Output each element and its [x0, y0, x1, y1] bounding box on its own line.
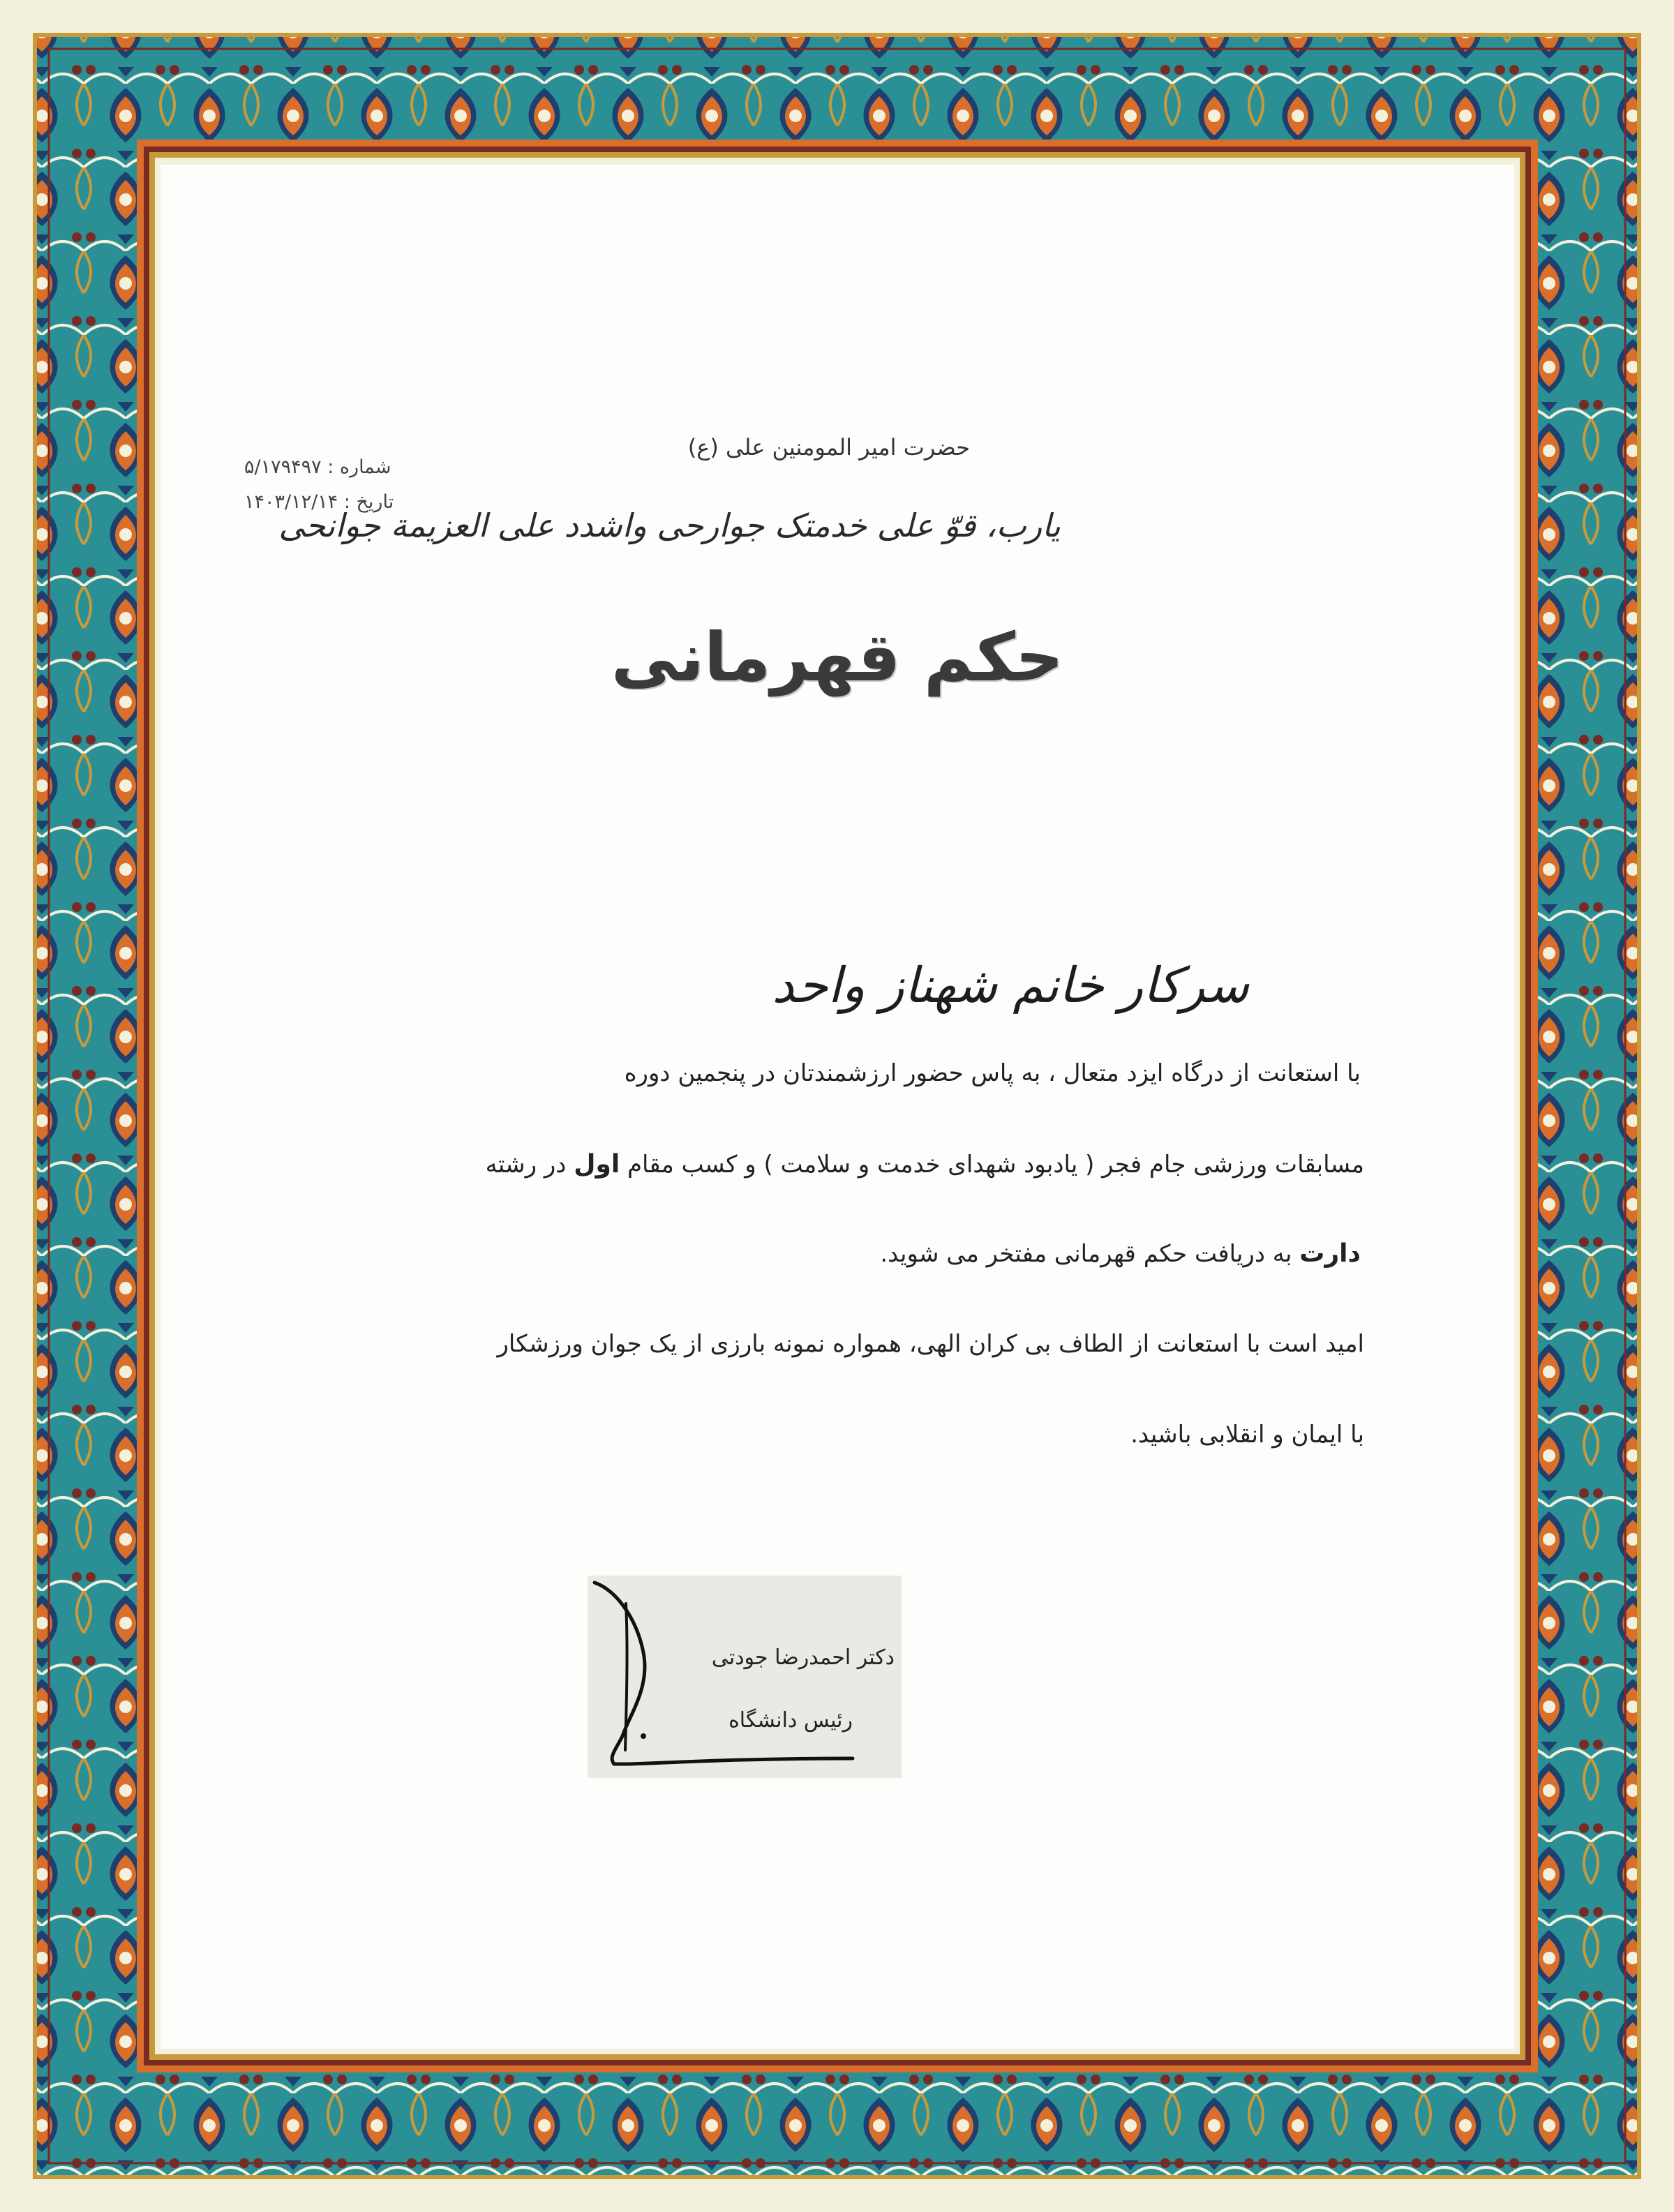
body-line: با استعانت از درگاه ایزد متعال ، به پاس حضور ارزشمندتان در پنجمین دوره — [624, 1059, 1361, 1087]
signer-title: رئیس دانشگاه — [728, 1708, 853, 1733]
number-value: ۵/۱۷۹۴۹۷ — [244, 456, 322, 478]
document-title: حکم قهرمانی — [611, 618, 1064, 696]
quote-source: حضرت امیر المومنین علی (ع) — [687, 434, 970, 461]
body-text: به دریافت حکم قهرمانی مفتخر می شوید. — [880, 1240, 1300, 1268]
body-line: امید است با استعانت از الطاف بی کران الهی، همواره نمونه بارزی از یک جوان ورزشکار — [497, 1330, 1364, 1358]
quote-text: یارب، قوّ علی خدمتک جوارحی واشدد علی العزیمة جوانحی — [278, 507, 1061, 544]
body-text: مسابقات ورزشی جام فجر ( یادبود شهدای خدمت و سلامت ) و کسب مقام — [620, 1151, 1364, 1179]
number-label: شماره : — [327, 456, 391, 478]
document-date — [244, 491, 394, 513]
certificate-paper — [160, 165, 1514, 2049]
document-number — [244, 456, 391, 478]
date-value: ۱۴۰۳/۱۲/۱۴ — [244, 491, 338, 513]
date-label: تاریخ : — [343, 491, 394, 513]
body-line: با ایمان و انقلابی باشید. — [1130, 1421, 1364, 1449]
recipient-name: سرکار خانم شهناز واحد — [772, 957, 1249, 1014]
rank-text: اول — [574, 1150, 620, 1179]
signer-name: دکتر احمدرضا جودتی — [711, 1645, 895, 1670]
sport-field-text: دارت — [1299, 1239, 1361, 1268]
signature-block — [588, 1576, 902, 1778]
body-line — [160, 1239, 1361, 1268]
handwritten-signature — [588, 1576, 902, 1778]
body-line — [160, 1150, 1364, 1179]
body-text: در رشته — [485, 1151, 574, 1179]
